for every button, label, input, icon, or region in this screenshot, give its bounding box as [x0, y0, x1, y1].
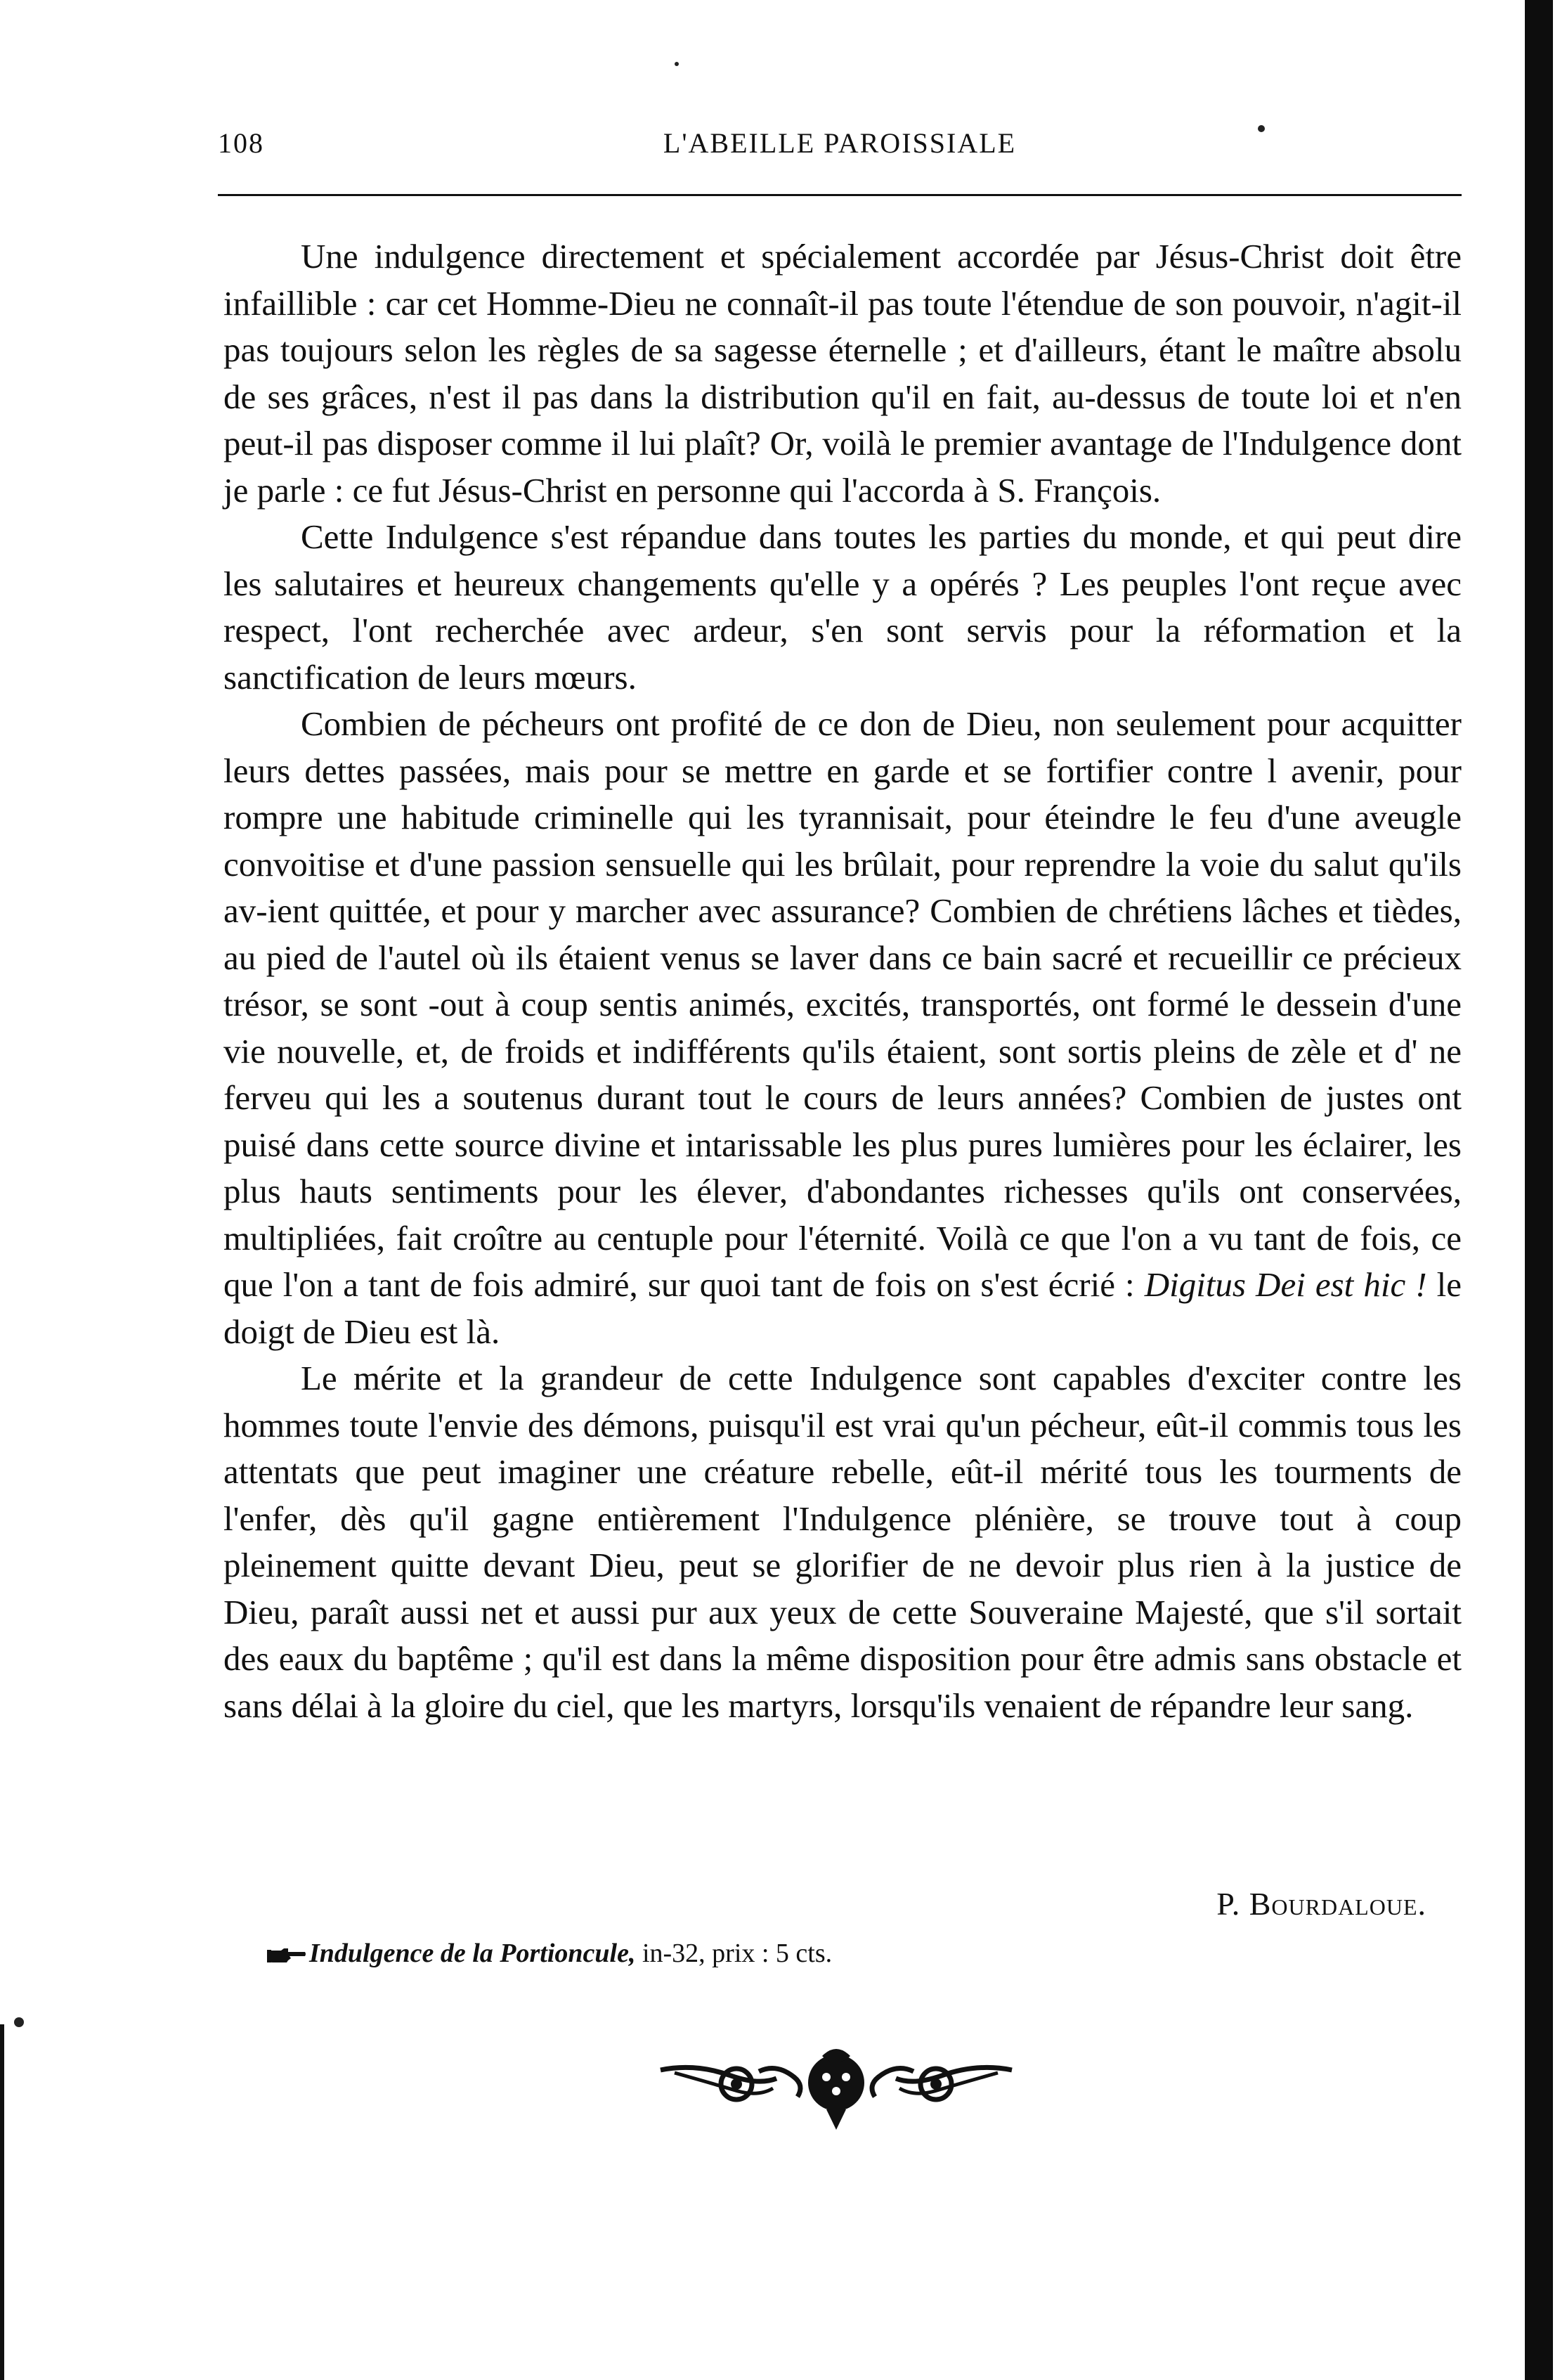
- scan-speck: [14, 2017, 24, 2027]
- page-number: 108: [218, 127, 264, 159]
- footnote: [267, 1938, 832, 1969]
- footnote-title: Indulgence de la Portioncule,: [309, 1939, 636, 1968]
- running-title: L'ABEILLE PAROISSIALE: [663, 127, 1017, 159]
- scan-left-edge: [0, 2024, 4, 2380]
- running-head: [218, 127, 1462, 169]
- paragraph-2: Cette Indulgence s'est répandue dans toutes les parties du monde, et qui peut dire les salutaires et heureux changements qu'elle y a opérés ? Les peuples l'ont reçue avec respect, l'ont recherchée avec ardeur, s'en sont servis pour la réformation et la sanctification de leurs mœurs.: [223, 517, 1462, 697]
- article-body: [223, 233, 1462, 1729]
- latin-quote: Digitus Dei est hic !: [1144, 1265, 1427, 1304]
- author-signature: P. Bourdaloue.: [1216, 1886, 1426, 1922]
- paragraph-3-text: Combien de pécheurs ont profité de ce don de Dieu, non seulement pour acquitter leurs dettes passées, mais pour se mettre en garde et se fortifier contre l avenir, pour rompre une habitude criminelle qui les tyrannisait, pour éteindre le feu d'une aveugle convoitise et d'une passion sensuelle qui les brûlait, pour reprendre la voie du salut qu'ils av-ient quittée, et pour y marcher avec assurance? Combien de chrétiens lâches et tièdes, au pied de l'autel où ils étaient venus se laver dans ce bain sacré et recueillir ce précieux trésor, se sont -out à coup sentis animés, excités, transportés, ont formé le dessein d'une vie nouvelle, et, de froids et indifférents qu'ils étaient, sont sortis pleins de zèle et d' ne ferveu qui les a soutenus durant tout le cours de leurs années? Combien de justes ont puisé dans cette source divine et intarissable les plus pures lumières pour les éclairer, les plus hauts sentiments pour les élever, d'abondantes richesses qu'ils ont conservées, multipliées, fait croître au centuple pour l'éternité. Voilà ce que l'on a vu tant de fois, ce que l'on a tant de fois admiré, sur quoi tant de fois on s'est écrié :: [223, 704, 1462, 1304]
- paragraph-3: [223, 701, 1462, 1355]
- ornament-tailpiece: [654, 2042, 1019, 2133]
- header-rule: [218, 194, 1462, 196]
- footnote-details: in-32, prix : 5 cts.: [635, 1939, 833, 1968]
- quote-translation: le doigt de Dieu est là.: [223, 1265, 1462, 1351]
- paragraph-4: Le mérite et la grandeur de cette Indulgence sont capables d'exciter contre les hommes toute l'envie des démons, puisqu'il est vrai qu'un pécheur, eût-il commis tous les attentats que peut imaginer une créature rebelle, eût-il mérité tous les tourments de l'enfer, dès qu'il gagne entièrement l'Indulgence plénière, se trouve tout à coup pleinement quitte devant Dieu, peut se glorifier de ne devoir plus rien à la justice de Dieu, paraît aussi net et aussi pur aux yeux de cette Souveraine Majesté, que s'il sortait des eaux du baptême ; qu'il est dans la même disposition pour être admis sans obstacle et sans délai à la gloire du ciel, que les martyrs, lorsqu'ils venaient de répandre leur sang.: [223, 1359, 1462, 1725]
- scan-speck: [675, 62, 679, 66]
- pointing-hand-icon: [267, 1946, 306, 1965]
- scan-edge-shadow: [1525, 0, 1553, 2380]
- paragraph-1: Une indulgence directement et spécialement accordée par Jésus-Christ doit être infaillible : car cet Homme-Dieu ne connaît-il pas toute l'étendue de son pouvoir, n'agit-il pas toujours selon les règles de sa sagesse éternelle ; et d'ailleurs, étant le maître absolu de ses grâces, n'est il pas dans la distribution qu'il en fait, au-dessus de toute loi et n'en peut-il pas disposer comme il lui plaît? Or, voilà le premier avantage de l'Indulgence dont je parle : ce fut Jésus-Christ en personne qui l'accorda à S. François.: [223, 237, 1462, 510]
- scan-speck: [1258, 125, 1265, 132]
